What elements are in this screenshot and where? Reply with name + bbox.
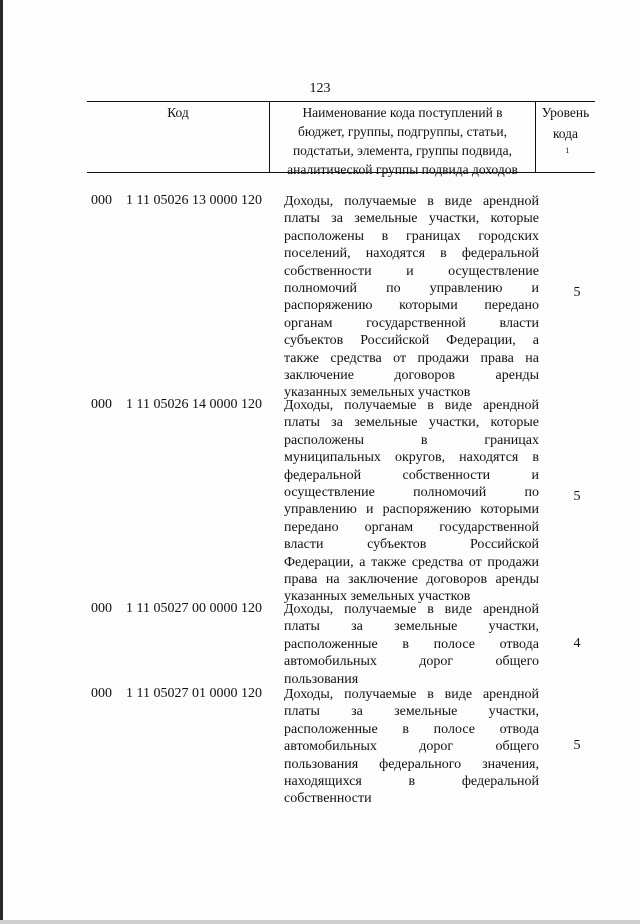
table-header (87, 101, 595, 177)
description-line: Доходы, получаемые в виде арендной (284, 602, 539, 617)
header-level-line: Уровень (541, 105, 590, 120)
description-line: субъектов Российской Федерации, а (284, 333, 539, 349)
page-number: 123 (309, 81, 331, 96)
description-line: платы за земельные участки, (284, 619, 539, 635)
header-name-line: подстатьи, элемента, группы подвида, (292, 143, 513, 158)
header-name-line: Наименование кода поступлений в (302, 105, 503, 120)
description-line: платы за земельные участки, (284, 704, 539, 720)
revenue-description (284, 193, 539, 402)
header-code-cell (87, 102, 270, 172)
description-line: расположенные в полосе отвода (284, 636, 539, 652)
header-name-line: бюджет, группы, подгруппы, статьи, (298, 124, 507, 139)
scan-bottom-edge (0, 920, 640, 924)
description-line: платы за земельные участки, которые (284, 415, 539, 431)
description-line: полномочий по управлению и (284, 281, 539, 297)
revenue-code: 1 11 05026 13 0000 120 (126, 193, 262, 208)
admin-code: 000 (91, 601, 112, 616)
description-line: пользования федерального значения, (284, 756, 539, 772)
description-line: Доходы, получаемые в виде арендной (284, 398, 539, 413)
header-name-cell (270, 102, 536, 177)
description-line: собственности и осуществление (284, 263, 539, 279)
header-level-word: кода (552, 126, 579, 141)
description-line: распоряжению которыми передано (284, 298, 539, 314)
description-line: платы за земельные участки, которые (284, 211, 539, 227)
description-line: автомобильных дорог общего (284, 654, 539, 670)
level-value: 5 (573, 738, 581, 753)
description-line: указанных земельных участков (284, 589, 471, 605)
description-line: Доходы, получаемые в виде арендной (284, 194, 539, 209)
description-line: автомобильных дорог общего (284, 739, 539, 755)
revenue-description (284, 686, 539, 808)
description-line: муниципальных округов, находятся в (284, 450, 539, 466)
footnote-marker: 1 (565, 146, 570, 155)
description-line: заключение договоров аренды (284, 368, 539, 384)
description-line: собственности (284, 791, 372, 807)
description-line: расположены в границах городских (284, 228, 539, 244)
description-line: находящихся в федеральной (284, 774, 539, 790)
description-line: Федерации, а также средства от продажи (284, 554, 539, 570)
description-line: пользования (284, 671, 359, 687)
description-line: управлению и распоряжению которыми (284, 502, 539, 518)
revenue-description (284, 601, 539, 688)
description-line: расположены в границах (284, 432, 539, 448)
header-level-cell (536, 102, 595, 172)
level-value: 5 (573, 285, 581, 300)
level-value: 4 (573, 636, 581, 651)
admin-code: 000 (91, 686, 112, 701)
header-level-line (536, 121, 595, 163)
admin-code: 000 (91, 397, 112, 412)
description-line: передано органам государственной (284, 519, 539, 535)
revenue-code: 1 11 05027 00 0000 120 (126, 601, 262, 616)
header-code-label: Код (167, 105, 189, 120)
description-line: федеральной собственности и (284, 467, 539, 483)
description-line: также средства от продажи права на (284, 350, 539, 366)
header-name-line: аналитической группы подвида доходов (287, 162, 518, 177)
revenue-code: 1 11 05027 01 0000 120 (126, 686, 262, 701)
description-line: осуществление полномочий по (284, 485, 539, 501)
level-value: 5 (573, 489, 581, 504)
description-line: органам государственной власти (284, 315, 539, 331)
description-line: указанных земельных участков (284, 385, 471, 401)
description-line: расположенные в полосе отвода (284, 721, 539, 737)
description-line: Доходы, получаемые в виде арендной (284, 687, 539, 702)
revenue-code: 1 11 05026 14 0000 120 (126, 397, 262, 412)
description-line: власти субъектов Российской (284, 537, 539, 553)
description-line: поселений, находятся в федеральной (284, 246, 539, 262)
description-line: права на заключение договоров аренды (284, 572, 539, 588)
scan-edge-shadow (0, 0, 3, 924)
revenue-description (284, 397, 539, 606)
admin-code: 000 (91, 193, 112, 208)
